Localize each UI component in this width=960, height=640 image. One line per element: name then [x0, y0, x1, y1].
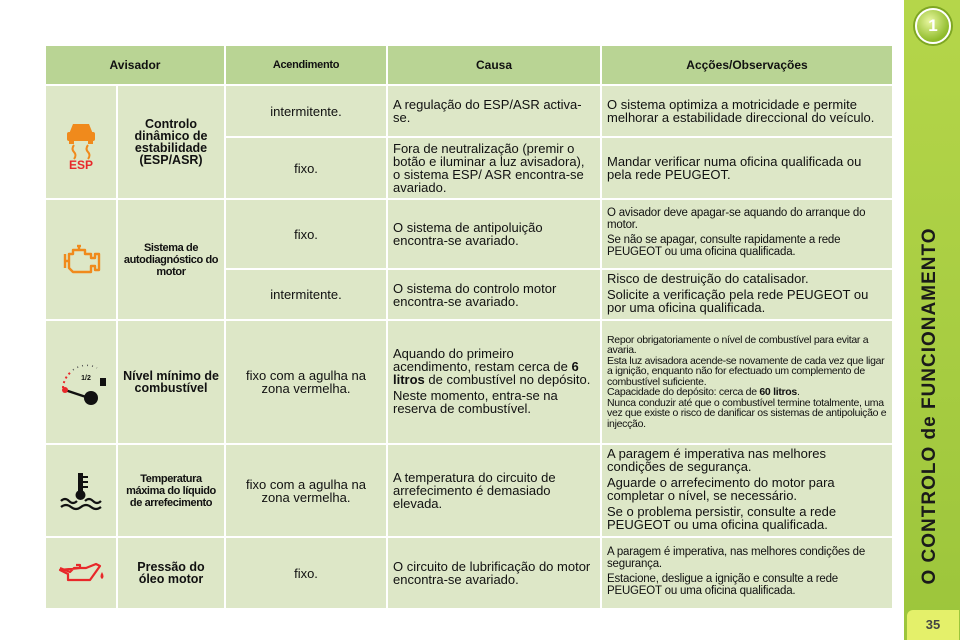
coolant-action-line-2: Aguarde o arrefecimento do motor para completar o nível, se necessário. — [607, 475, 835, 503]
engine-state-2: intermitente. — [225, 269, 387, 320]
fuel-action-3-bold: 60 litros — [759, 386, 797, 399]
esp-skid-icon — [59, 114, 103, 170]
esp-state-2: fixo. — [225, 137, 387, 199]
header-causa: Causa — [387, 45, 601, 85]
engine-action-1 — [601, 199, 893, 269]
esp-cause-2: Fora de neutralização (premir o botão e iluminar a luz avisadora), o sistema ESP/ ASR encontra-se avariado. — [387, 137, 601, 199]
fuel-cause-line-2: Neste momento, entra-se na reserva de combustível. — [393, 387, 558, 416]
oil-action-line-1: A paragem é imperativa, nas melhores condições de segurança. — [607, 546, 866, 570]
header-accoes: Acções/Observações — [601, 45, 893, 85]
coolant-action-line-1: A paragem é imperativa nas melhores condições de segurança. — [607, 446, 826, 474]
table-row — [45, 537, 893, 609]
oil-action-line-2: Estacione, desligue a ignição e consulte a rede PEUGEOT ou uma oficina qualificada. — [607, 573, 838, 597]
oil-cause: O circuito de lubrificação do motor encontra-se avariado. — [387, 537, 601, 609]
coolant-icon-cell — [45, 444, 117, 537]
oil-name: Pressão do óleo motor — [117, 537, 225, 609]
oil-pressure-icon — [56, 558, 106, 588]
fuel-action-line-2: Esta luz avisadora acende-se novamente de cada vez que ligar a ignição, enquanto não for efectuado um complemento de combustível suficiente. — [607, 354, 885, 388]
engine-icon-cell — [45, 199, 117, 320]
esp-state-1: intermitente. — [225, 85, 387, 137]
coolant-action — [601, 444, 893, 537]
fuel-gauge-icon — [53, 358, 109, 406]
engine-cause-2: O sistema do controlo motor encontra-se avariado. — [387, 269, 601, 320]
esp-action-1: O sistema optimiza a motricidade e permite melhorar a estabilidade direccional do veículo. — [601, 85, 893, 137]
fuel-action-line-3: Capacidade do depósito: cerca de 60 litros. — [607, 386, 800, 399]
esp-icon-text: ESP — [68, 158, 94, 170]
warning-lights-table — [44, 44, 894, 610]
coolant-action-line-3: Se o problema persistir, consulte a rede PEUGEOT ou uma oficina qualificada. — [607, 504, 837, 532]
fuel-action-line-4: Nunca conduzir até que o combustível termine totalmente, uma vez que existe o risco de danificar os sistemas de antipoluição e injecção. — [607, 396, 887, 430]
fuel-cause-line-1 — [393, 347, 595, 386]
engine-action-2-line-1: Risco de destruição do catalisador. — [607, 271, 809, 286]
coolant-state: fixo com a agulha na zona vermelha. — [225, 444, 387, 537]
fuel-name: Nível mínimo de combustível — [117, 320, 225, 444]
header-acendimento: Acendimento — [225, 45, 387, 85]
page-number: 35 — [907, 610, 959, 640]
chapter-title: O CONTROLO de FUNCIONAMENTO — [919, 227, 940, 585]
header-avisador: Avisador — [45, 45, 225, 85]
esp-cause-1: A regulação do ESP/ASR activa-se. — [387, 85, 601, 137]
fuel-cause-1-pre: Aquando do primeiro acendimento, restam cerca de — [393, 345, 568, 374]
esp-icon-cell — [45, 85, 117, 199]
oil-action — [601, 537, 893, 609]
fuel-state: fixo com a agulha na zona vermelha. — [225, 320, 387, 444]
fuel-cause-1-post: de combustível no depósito. — [428, 371, 591, 387]
engine-action-2-line-2: Solicite a verificação pela rede PEUGEOT ou por uma oficina qualificada. — [607, 287, 869, 315]
fuel-action-3-pre: Capacidade do depósito: cerca de — [607, 386, 757, 399]
fuel-action-line-1: Repor obrigatoriamente o nível de combustível para evitar a avaria. — [607, 333, 869, 357]
table-row — [45, 85, 893, 137]
engine-diagnostic-icon — [59, 242, 103, 278]
table-row — [45, 320, 893, 444]
oil-state: fixo. — [225, 537, 387, 609]
esp-action-2: Mandar verificar numa oficina qualificada ou pela rede PEUGEOT. — [601, 137, 893, 199]
fuel-cause-1-bold: 6 litros — [393, 358, 579, 387]
engine-action-1-line-2: Se não se apagar, consulte rapidamente a rede PEUGEOT ou uma oficina qualificada. — [607, 234, 841, 258]
engine-state-1: fixo. — [225, 199, 387, 269]
gauge-half-label: 1/2 — [81, 375, 91, 382]
engine-action-1-line-1: O avisador deve apagar-se aquando do arranque do motor. — [607, 207, 866, 231]
coolant-cause: A temperatura do circuito de arrefecimento é demasiado elevada. — [387, 444, 601, 537]
table-header-row — [45, 45, 893, 85]
chapter-number: 1 — [928, 16, 938, 35]
coolant-name: Temperatura máxima do líquido de arrefecimento — [117, 444, 225, 537]
oil-icon-cell — [45, 537, 117, 609]
chapter-number-badge — [915, 8, 951, 44]
fuel-action — [601, 320, 893, 444]
esp-name: Controlo dinâmico de estabilidade (ESP/ASR) — [117, 85, 225, 199]
coolant-temperature-icon — [57, 471, 105, 511]
engine-cause-1: O sistema de antipoluição encontra-se avariado. — [387, 199, 601, 269]
table-row — [45, 199, 893, 269]
fuel-cause — [387, 320, 601, 444]
table-row — [45, 444, 893, 537]
engine-name: Sistema de autodiagnóstico do motor — [117, 199, 225, 320]
fuel-icon-cell — [45, 320, 117, 444]
engine-action-2 — [601, 269, 893, 320]
